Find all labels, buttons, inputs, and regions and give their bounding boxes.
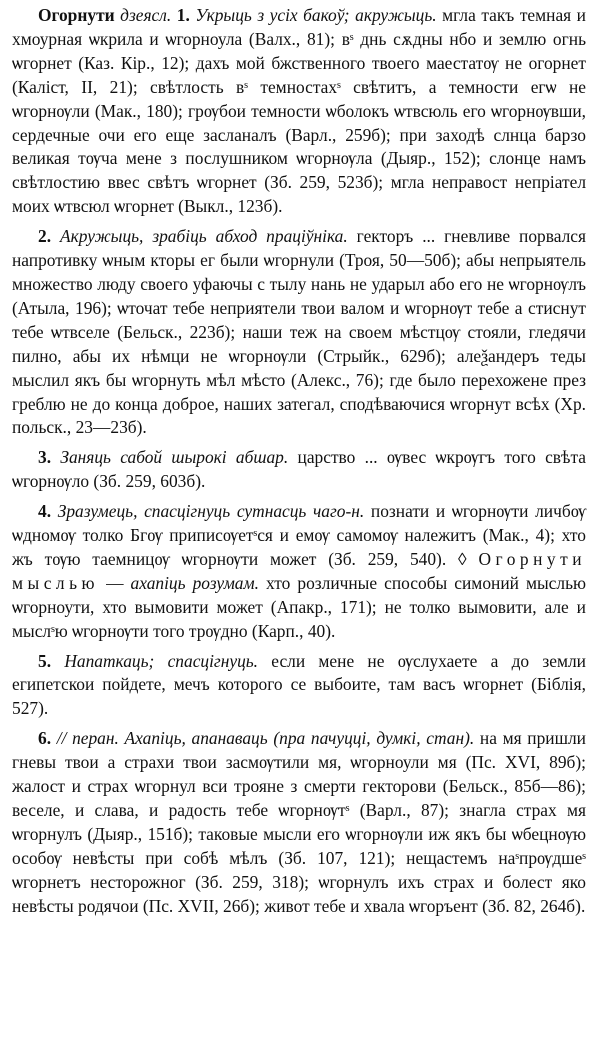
phrase-quotations: хто розличные способы симоний мыслью ѡгорноути, хто вымовити может (Апакр., 171); не толко вымовити, але и мыслˢю ѡгорнѹти того трѹдно (Карп., 40). xyxy=(12,572,586,641)
sense-number: 3. xyxy=(38,447,52,468)
sense-quotations: гекторъ ... гневливе порвался напротивку ѡным кторы ег были ѡгорнули (Троя, 50—50б); абы непрыятель множество люду своего уфаючы с тылу нань не ударыл або его не ѡгорнѹлъ (Атыла, 196); ѡточат тебе неприятели твои валом и ѡгорнѹт тебе а стиснут тебе ѡтвселе (Бельск., 223б); наши теж на своем мѣстцѹ стояли, гледячи пилно, абы их нѣмци не ѡгорнѹли (Стрыйк., 629б); алеѯандеръ теды мыслил якъ бы ѡгорнуть мѣл мѣсто (Алекс., 76); где было перехожене през греблю не до конца доброе, наших затегал, сподѣваючися ѡгорнут всѣх (Хр. польск., 23—23б). xyxy=(12,226,586,438)
phrase: Огорнути мыслью xyxy=(12,548,587,593)
sense-meaning: Зразумець, спасцігнуць сутнасць чаго-н. xyxy=(57,501,365,522)
sense-5 xyxy=(12,650,586,722)
sense-2 xyxy=(12,225,586,440)
sense-quotations: если мене не ѹслухаете а до земли египетскои пойдете, мечъ которого се выбоите, там васъ ѡгорнет (Біблія, 527). xyxy=(12,650,586,719)
sense-meaning: Акружыць, зрабіць абход праціўніка. xyxy=(59,226,348,247)
sense-number: 2. xyxy=(38,226,52,247)
sense-meaning: Напаткаць; спасцігнуць. xyxy=(64,650,259,671)
sense-number: 6. xyxy=(38,728,52,749)
sense-quotations: мгла такъ темная и хмоурная ѡкрила и ѡгорноула (Валх., 81); вˢ днь сѫдны нбо и землю огнь ѡгорнет (Каз. Кір., 12); дахъ мой бжственного твоего маестатѹ не огорнет (Каліст, II, 21); свѣтлость вˢ темностахˢ свѣтитъ, а темности егѡ не ѡгорнѹли (Мак., 180); грѹбои темности ѡболокъ ѡтвсюль его ѡгорнѹвши, сердечные очи его еще засланалъ (Варл., 259б); при заходѣ слнца барзо великая тѹча мене з послушником ѡгорнѹла (Дыяр., 152); слонце намъ свѣтлостию ввес свѣтъ ѡгорнет (Зб. 259, 523б); мгла неправост непріател моих ѡтвсюл ѡгорнет (Выкл., 123б). xyxy=(12,5,586,217)
headword: Огорнути xyxy=(38,5,115,25)
sense-quotations: на мя пришли гневы твои а страхи твои засмѹтили мя, ѡгорноули мя (Пс. XVI, 89б); жалост и страх ѡгорнул вси трояне з смерти гекторови (Бельск., 85б—86); веселе, и слава, и радость тебе ѡгорнѹтˢ (Варл., 87); знагла страх мя ѡгорнулъ (Дыяр., 151б); таковые мысли его ѡгорнѹли иж якъ бы ѡбецнѹю особѹ невѣсты при собѣ мѣлъ (Зб. 107, 121); нещастемъ наˢпрѹдшеˢ ѡгорнетъ несторожног (Зб. 259, 318); ѡгорнулъ ихъ страх и болест яко невѣсты родячои (Пс. XVII, 26б); живот тебе и хвала ѡгоръент (Зб. 82, 264б). xyxy=(12,728,586,916)
sense-quotations: царство ... ѹвес ѡкрѹгъ того свѣта ѡгорнѹло (Зб. 259, 603б). xyxy=(12,447,586,492)
phrase-marker: ◊ xyxy=(458,548,467,569)
part-of-speech: дзеясл. xyxy=(120,5,172,25)
sense-meaning: Укрыць з усіх бакоў; акружыць. xyxy=(195,5,437,25)
sense-number: 1. xyxy=(176,5,190,25)
sense-meaning: // перан. Ахапіць, апанаваць (пра пачуцці, думкі, стан). xyxy=(56,728,475,749)
phrase-meaning: ахапіць розумам. xyxy=(130,572,259,593)
sense-4: 4. Зразумець, спасцігнуць сутнасць чаго-н. познати и ѡгорнѹти личбѹ ѡдномѹ толко Бгѹ приписѹетˢся и емѹ самомѹ належитъ (Мак., 4); хто жъ тѹю таемницѹ ѡгорнѹти может (Зб. 259, 540). ◊ Огорнути мыслью — ахапіць розумам. хто розличные способы симоний мыслью ѡгорноути, хто вымовити может (Апакр., 171); не толко вымовити, але и мыслˢю ѡгорнѹти того трѹдно (Карп., 40). xyxy=(12,501,587,641)
sense-meaning: Заняць сабой шырокі абшар. xyxy=(60,447,289,468)
sense-quotations: познати и ѡгорнѹти личбѹ ѡдномѹ толко Бгѹ приписѹетˢся и емѹ самомѹ належитъ (Мак., 4); хто жъ тѹю таемницѹ ѡгорнѹти может (Зб. 259, 540). xyxy=(12,501,586,569)
sense-number: 5. xyxy=(38,650,52,671)
sense-6 xyxy=(12,727,586,918)
sense-3 xyxy=(12,446,586,494)
sense-number: 4. xyxy=(38,501,52,522)
sense-1 xyxy=(12,4,586,219)
